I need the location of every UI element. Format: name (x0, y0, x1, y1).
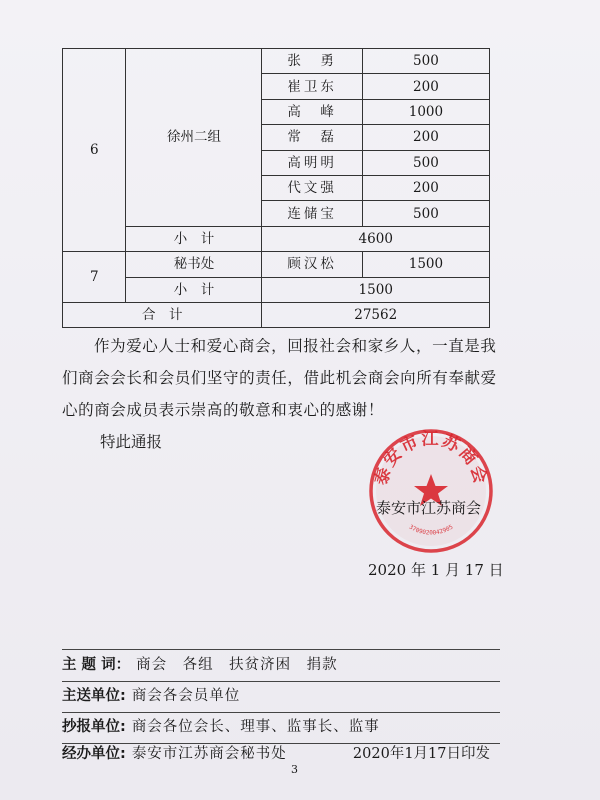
issue-date: 2020 年 1 月 17 日 (368, 561, 504, 579)
member-name-cell: 张 勇 (262, 49, 362, 74)
amount-cell: 200 (362, 74, 489, 99)
subtotal-row (63, 226, 490, 251)
svg-text:泰安市江苏商会: 泰安市江苏商会 (371, 429, 491, 488)
group-name-cell: 徐州二组 (126, 49, 262, 227)
thanks-paragraph: 作为爱心人士和爱心商会，回报社会和家乡人，一直是我们商会会长和会员们坚守的责任，借此机会商会向所有奉献爱心的商会成员表示崇高的敬意和衷心的感谢！ (62, 337, 497, 419)
keywords-row (62, 650, 500, 682)
amount-cell: 500 (362, 49, 489, 74)
send-row (62, 681, 500, 713)
total-label-cell: 合 计 (63, 302, 262, 327)
total-value-cell: 27562 (262, 302, 490, 327)
subtotal-value-cell: 1500 (262, 277, 490, 302)
member-name-cell: 代文强 (262, 175, 362, 200)
subtotal-label-cell: 小 计 (126, 277, 262, 302)
official-seal (366, 426, 496, 556)
subtotal-value-cell: 4600 (262, 226, 490, 251)
donation-table (62, 48, 490, 328)
amount-cell: 500 (362, 150, 489, 175)
cc-value: 商会各位会长、理事、监事长、监事 (131, 719, 380, 735)
table-row (63, 49, 490, 74)
notice-text: 特此通报 (100, 433, 163, 451)
svg-text:3709020042905: 3709020042905 (407, 523, 455, 537)
group-name-cell: 秘书处 (126, 252, 262, 277)
send-label: 主送单位: (62, 688, 126, 704)
member-name-cell: 顾汉松 (262, 252, 362, 277)
amount-cell: 200 (362, 125, 489, 150)
subtotal-row (63, 277, 490, 302)
group-number-cell: 6 (63, 49, 126, 252)
member-name-cell: 高明明 (262, 150, 362, 175)
send-value: 商会各会员单位 (131, 688, 241, 704)
issuer-name: 泰安市江苏商会 (376, 499, 482, 517)
handler-value: 泰安市江苏商会秘书处 (131, 746, 287, 762)
amount-cell: 1000 (362, 99, 489, 124)
total-row (63, 302, 490, 327)
subtotal-label-cell: 小 计 (126, 226, 262, 251)
handler-label: 经办单位: (62, 746, 126, 762)
member-name-cell: 崔卫东 (262, 74, 362, 99)
keywords-value: 商会 各组 扶贫济困 捐款 (136, 657, 338, 673)
group-number-cell: 7 (63, 252, 126, 303)
cc-label: 抄报单位: (62, 719, 126, 735)
amount-cell: 200 (362, 175, 489, 200)
table-row (63, 252, 490, 277)
member-name-cell: 常 磊 (262, 125, 362, 150)
print-date: 2020年1月17日印发 (352, 746, 490, 762)
amount-cell: 500 (362, 201, 489, 226)
amount-cell: 1500 (362, 252, 489, 277)
page-number: 3 (291, 763, 298, 776)
member-name-cell: 连储宝 (262, 201, 362, 226)
member-name-cell: 高 峰 (262, 99, 362, 124)
handler-row (62, 739, 500, 770)
keywords-label: 主 题 词： (62, 657, 131, 673)
